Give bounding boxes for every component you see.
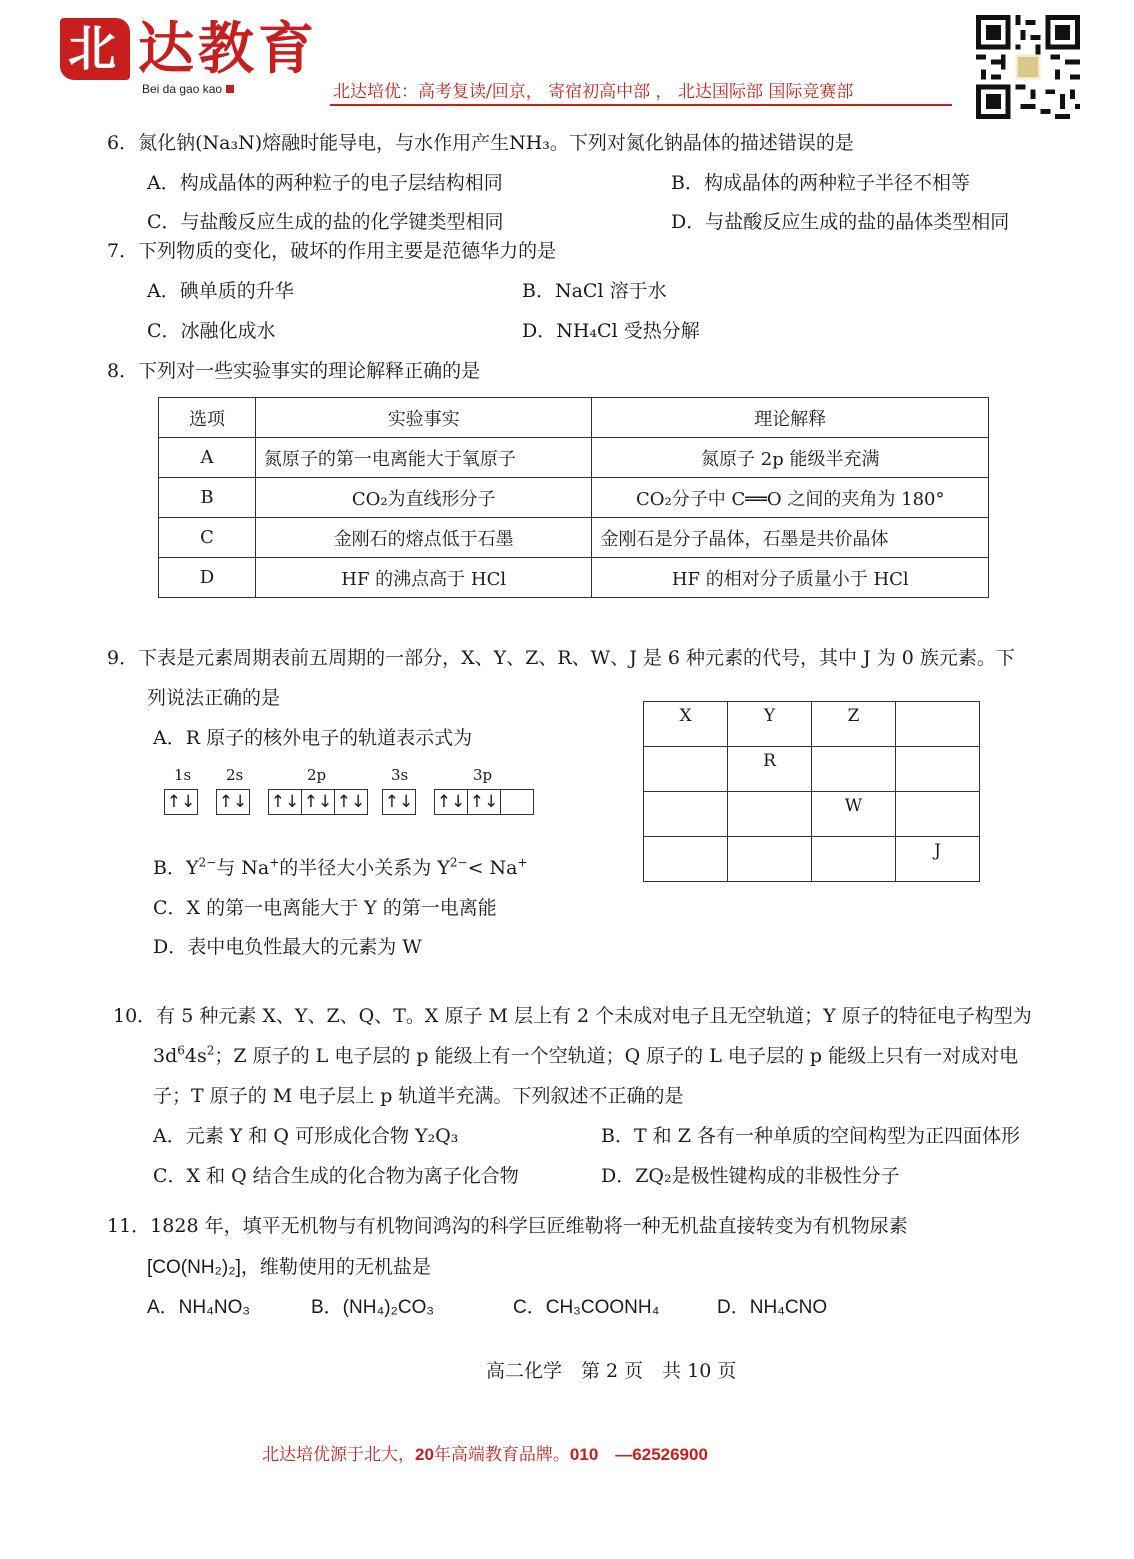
q11-option-b: B．(NH₄)₂CO₃ — [311, 1297, 435, 1318]
orbital-label-1s: 1s — [174, 766, 192, 784]
element-cell — [896, 702, 980, 747]
qr-code-icon — [976, 15, 1080, 119]
q9-option-c: C．X 的第一电离能大于 Y 的第一电离能 — [153, 897, 497, 919]
orbital-box-2p — [268, 789, 368, 815]
table-row — [159, 518, 989, 558]
table-row — [644, 792, 980, 837]
orbital-box-2s — [216, 789, 250, 815]
table-cell: C — [159, 518, 256, 558]
orbital-cell: ↑↓ — [166, 792, 196, 812]
orbital-cell: ↑↓ — [435, 790, 468, 814]
q9-periodic-table — [643, 701, 980, 882]
q7-stem: 7．下列物质的变化，破坏的作用主要是范德华力的是 — [107, 240, 557, 262]
page-number-footer: 高二化学 第 2 页 共 10 页 — [486, 1360, 737, 1382]
table-row — [159, 478, 989, 518]
table-cell: 金刚石是分子晶体，石墨是共价晶体 — [592, 518, 989, 558]
orbital-cell — [501, 790, 533, 814]
table-cell: D — [159, 558, 256, 598]
header-divider — [330, 104, 952, 106]
q7-option-c: C．冰融化成水 — [147, 320, 276, 342]
q9-option-b: B．$Y^{2-}$与 Na+的半径大小关系为 $Y^{2-}< Na^+$ — [153, 855, 528, 879]
orbital-box-1s — [164, 789, 198, 815]
table-header: 理论解释 — [592, 398, 989, 438]
q11-option-a: A．NH₄NO₃ — [147, 1297, 251, 1318]
element-cell — [812, 837, 896, 882]
orbital-cell: ↑↓ — [269, 790, 302, 814]
q7-option-a: A．碘单质的升华 — [147, 280, 294, 302]
element-cell — [728, 792, 812, 837]
q11-stem-line1: 11．1828 年，填平无机物与有机物间鸿沟的科学巨匠维勒将一种无机盐直接转变为有机物尿素 — [107, 1215, 908, 1237]
element-cell — [644, 747, 728, 792]
element-cell — [644, 792, 728, 837]
table-cell: CO₂分子中 C══O 之间的夹角为 180° — [592, 478, 989, 518]
q10-stem-line2: $3d^64s^2$；Z 原子的 L 电子层的 p 能级上有一个空轨道；Q 原子的 L 电子层的 p 能级上只有一对成对电 — [153, 1043, 1019, 1067]
q6-option-d: D．与盐酸反应生成的盐的晶体类型相同 — [671, 211, 1010, 233]
element-cell: X — [644, 702, 728, 747]
table-cell: 氮原子的第一电离能大于氧原子 — [255, 438, 592, 478]
element-cell — [896, 792, 980, 837]
q6-option-b: B．构成晶体的两种粒子半径不相等 — [671, 172, 970, 194]
table-row — [644, 702, 980, 747]
table-header-row — [159, 398, 989, 438]
square-icon — [226, 85, 234, 93]
q10-stem-line1: 10．有 5 种元素 X、Y、Z、Q、T。X 原子 M 层上有 2 个未成对电子且无空轨道；Y 原子的特征电子构型为 — [113, 1005, 1032, 1027]
q7-option-d: D．NH₄Cl 受热分解 — [522, 320, 700, 342]
table-cell: HF 的沸点高于 HCl — [255, 558, 592, 598]
table-header: 实验事实 — [255, 398, 592, 438]
q8-table — [158, 397, 989, 598]
logo-emblem — [60, 18, 130, 80]
table-header: 选项 — [159, 398, 256, 438]
header-slogan: 北达培优：高考复读/回京， 寄宿初高中部 ， 北达国际部 国际竞赛部 — [333, 82, 854, 102]
orbital-cell: ↑↓ — [384, 792, 414, 812]
table-cell: 氮原子 2p 能级半充满 — [592, 438, 989, 478]
element-cell: Y — [728, 702, 812, 747]
table-cell: B — [159, 478, 256, 518]
q6-option-a: A．构成晶体的两种粒子的电子层结构相同 — [147, 172, 503, 194]
table-cell: HF 的相对分子质量小于 HCl — [592, 558, 989, 598]
q10-option-b: B．T 和 Z 各有一种单质的空间构型为正四面体形 — [601, 1125, 1020, 1147]
q10-stem-line3: 子；T 原子的 M 电子层上 p 轨道半充满。下列叙述不正确的是 — [153, 1085, 684, 1107]
orbital-label-2p: 2p — [307, 766, 327, 784]
q7-option-b: B．NaCl 溶于水 — [522, 280, 667, 302]
table-row — [644, 747, 980, 792]
table-row — [159, 558, 989, 598]
orbital-cell: ↑↓ — [218, 792, 248, 812]
element-cell: Z — [812, 702, 896, 747]
q11-stem-line2: [CO(NH₂)₂]，维勒使用的无机盐是 — [147, 1257, 431, 1278]
q10-option-c: C．X 和 Q 结合生成的化合物为离子化合物 — [153, 1165, 519, 1187]
element-cell: R — [728, 747, 812, 792]
logo-character: 北 — [68, 21, 117, 77]
table-row — [644, 837, 980, 882]
q9-stem-line1: 9．下表是元素周期表前五周期的一部分，X、Y、Z、R、W、J 是 6 种元素的代号，其中 J 为 0 族元素。下 — [107, 647, 1015, 669]
element-cell — [812, 747, 896, 792]
orbital-label-3s: 3s — [391, 766, 409, 784]
element-cell — [896, 747, 980, 792]
element-cell: W — [812, 792, 896, 837]
orbital-box-3p — [434, 789, 534, 815]
orbital-box-3s — [382, 789, 416, 815]
table-cell: 金刚石的熔点低于石墨 — [255, 518, 592, 558]
element-cell — [728, 837, 812, 882]
orbital-cell: ↑↓ — [302, 790, 335, 814]
q8-stem: 8．下列对一些实验事实的理论解释正确的是 — [107, 360, 481, 382]
orbital-label-3p: 3p — [473, 766, 493, 784]
q9-stem-line2: 列说法正确的是 — [147, 687, 281, 709]
logo-subtitle: Bei da gao kao — [142, 82, 234, 96]
element-cell — [644, 837, 728, 882]
table-row — [159, 438, 989, 478]
q11-option-d: D．NH₄CNO — [717, 1297, 828, 1318]
q10-option-d: D．ZQ₂是极性键构成的非极性分子 — [601, 1165, 900, 1187]
logo-title: 达教育 — [138, 16, 318, 82]
q6-stem: 6．氮化钠(Na₃N)熔融时能导电，与水作用产生NH₃。下列对氮化钠晶体的描述错误的是 — [107, 132, 854, 154]
q9-option-a: A．R 原子的核外电子的轨道表示式为 — [153, 727, 473, 749]
orbital-label-2s: 2s — [226, 766, 244, 784]
orbital-cell: ↑↓ — [336, 792, 366, 812]
element-cell: J — [896, 837, 980, 882]
q6-option-c: C．与盐酸反应生成的盐的化学键类型相同 — [147, 211, 504, 233]
orbital-cell: ↑↓ — [468, 790, 501, 814]
table-cell: CO₂为直线形分子 — [255, 478, 592, 518]
q10-option-a: A．元素 Y 和 Q 可形成化合物 Y₂Q₃ — [153, 1125, 459, 1147]
q9-option-d: D．表中电负性最大的元素为 W — [153, 936, 422, 958]
promo-footer: 北达培优源于北大，20年高端教育品牌。010 —62526900 — [262, 1445, 708, 1465]
q11-option-c: C．CH₃COONH₄ — [513, 1297, 660, 1318]
table-cell: A — [159, 438, 256, 478]
